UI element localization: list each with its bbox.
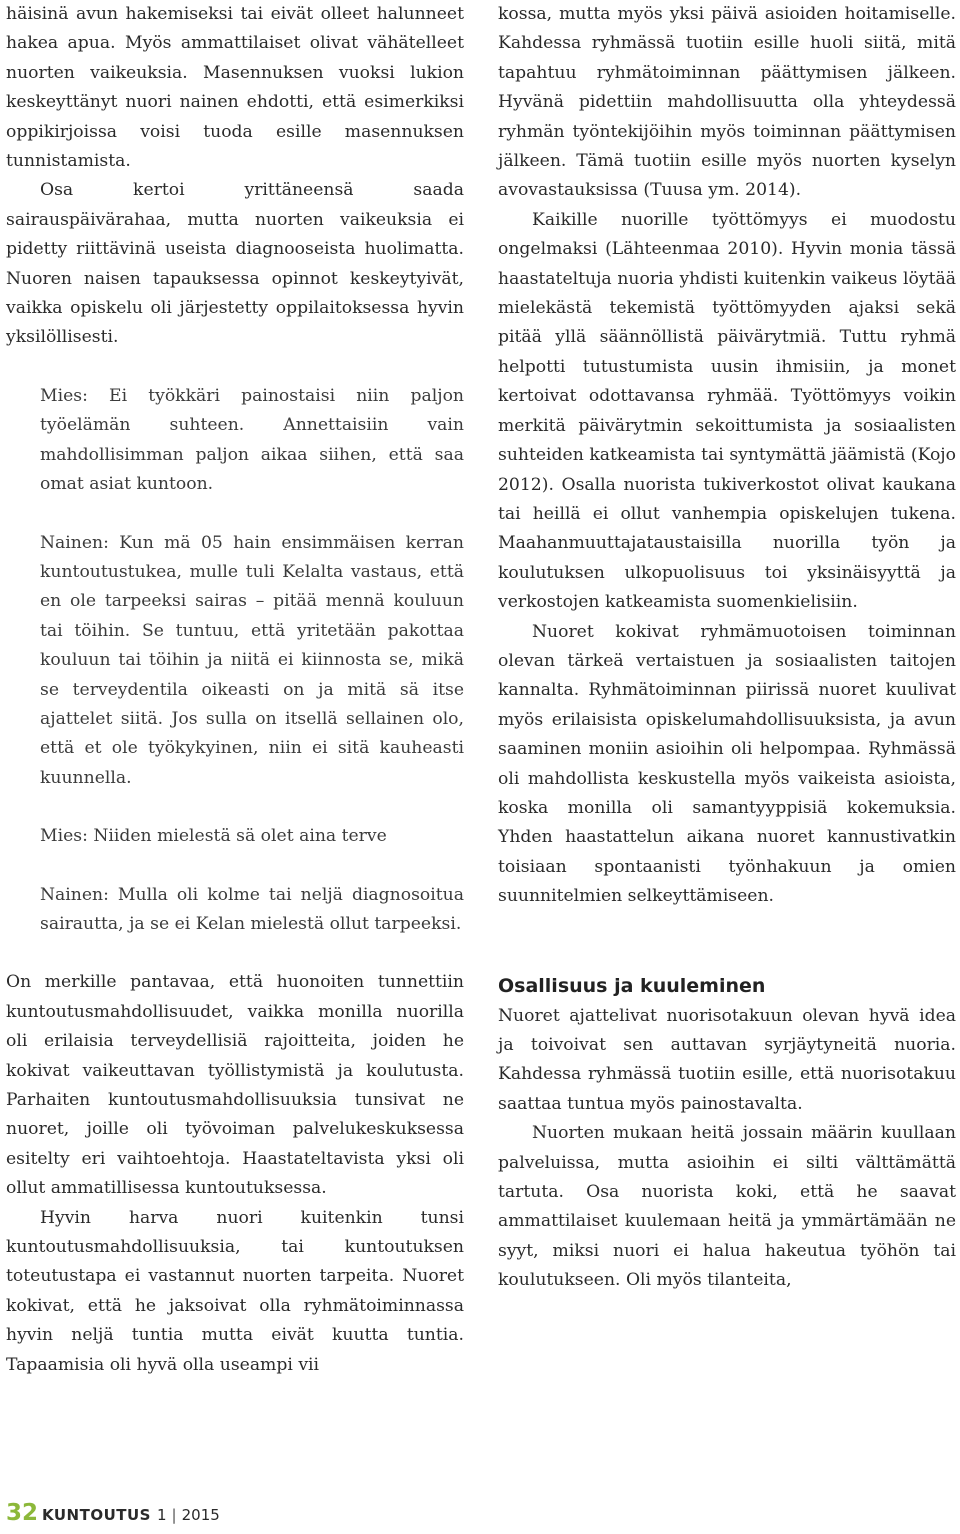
- paragraph: Nuoret ajattelivat nuorisotakuun olevan hyvä idea ja toivoivat sen auttavan syrjäytyneitä nuoria. Kahdessa ryhmässä tuotiin esille, että nuorisotakuu saattaa tuntua myös painostavalta.: [498, 1005, 956, 1114]
- footer-separator: |: [171, 1506, 177, 1524]
- interview-quote: Nainen: Kun mä 05 hain ensimmäisen kerran kuntoutustukea, mulle tuli Kelalta vastaus, että en ole tarpeeksi sairas – pitää mennä kouluun tai töihin. Se tuntuu, että yritetään pakottaa kouluun tai töihin ja niitä ei kiinnosta se, mikä se terveydentila oikeasti on ja mitä sä itse ajattelet siitä. Jos sulla on itsellä sellainen olo, että et ole työkykyinen, niin ei sitä kauheasti kuunnella.: [40, 532, 464, 788]
- interview-quote: Nainen: Mulla oli kolme tai neljä diagnosoitua sairautta, ja se ei Kelan mielestä ollut tarpeeksi.: [40, 884, 464, 934]
- paragraph: Kaikille nuorille työttömyys ei muodostu ongelmaksi (Lähteenmaa 2010). Hyvin monia tässä haastateltuja nuoria yhdisti kuitenkin vaikeus löytää mielekästä tekemistä työttömyyden ajaksi sekä pitää yllä säännöllistä päivärytmiä. Tuttu ryhmä helpotti tutustumista uusin ihmisiin, ja monet kertoivat odottavansa ryhmää. Työttömyys voikin merkitä päivärytmin sekoittumista ja sosiaalisten suhteiden katkeamista tai syntymättä jäämistä (Kojo 2012). Osalla nuorista tukiverkostot olivat kaukana tai heillä ei ollut vanhempia opiskelujen tukena. Maahanmuuttajataustaisilla nuorilla työn ja koulutuksen ulkopuolisuus toi yksinäisyyttä ja verkostojen katkeamista suomenkielisiin.: [498, 209, 956, 613]
- paragraph: Nuoret kokivat ryhmämuotoisen toiminnan olevan tärkeä vertaistuen ja sosiaalisten taitojen kannalta. Ryhmätoiminnan piirissä nuoret kuulivat myös erilaisista opiskelumahdollisuuksista, ja avun saaminen moniin asioihin oli helpompaa. Ryhmässä oli mahdollista keskustella myös vaikeista asioista, koska monilla oli samantyyppisiä kokemuksia. Yhden haastattelun aikana nuoret kannustivatkin toisiaan spontaanisti työnhakuun ja omien suunnitelmien selkeyttämiseen.: [498, 621, 956, 907]
- section-heading: Osallisuus ja kuuleminen: [498, 974, 766, 997]
- interview-quote: Mies: Niiden mielestä sä olet aina terve: [40, 826, 387, 847]
- left-column: [6, 0, 464, 1380]
- page-number: 32: [6, 1500, 39, 1526]
- paragraph: Osa kertoi yrittäneensä saada sairauspäivärahaa, mutta nuorten vaikeuksia ei pidetty riittävinä useista diagnooseista huolimatta. Nuoren naisen tapauksessa opinnot keskeytyivät, vaikka opiskelu oli järjestetty oppilaitoksessa hyvin yksilöllisesti.: [6, 180, 464, 348]
- paragraph: Nuorten mukaan heitä jossain määrin kuullaan palveluissa, mutta asioihin ei silti välttämättä tartuta. Osa nuorista koki, että he saavat ammattilaiset kuulemaan heitä ja ymmärtämään ne syyt, miksi nuori ei halua hakeutua työhön tai koulutukseen. Oli myös tilanteita,: [498, 1123, 956, 1291]
- magazine-name: KUNTOUTUS: [42, 1506, 151, 1524]
- issue-year: 2015: [181, 1506, 220, 1524]
- paragraph: kossa, mutta myös yksi päivä asioiden hoitamiselle. Kahdessa ryhmässä tuotiin esille huoli siitä, mitä tapahtuu ryhmätoiminnan päättymisen jälkeen. Hyvänä pidettiin mahdollisuutta olla yhteydessä ryhmän työntekijöihin myös toiminnan päättymisen jälkeen. Tämä tuotiin esille myös nuorten kyselyn avovastauksissa (Tuusa ym. 2014).: [498, 4, 956, 201]
- page-footer: [6, 1500, 220, 1534]
- right-column: [498, 0, 956, 1296]
- paragraph: On merkille pantavaa, että huonoiten tunnettiin kuntoutusmahdollisuudet, vaikka monilla nuorilla oli erilaisia terveydellisiä rajoitteita, joiden he kokivat vaikeuttavan työllistymistä ja koulutusta. Parhaiten kuntoutusmahdollisuuksia tunsivat ne nuoret, joille oli työvoiman palvelukeskuksessa esitelty eri vaihtoehtoja. Haastateltavista yksi oli ollut ammatillisessa kuntoutuksessa.: [6, 972, 464, 1199]
- interview-quote: Mies: Ei työkkäri painostaisi niin paljon työelämän suhteen. Annettaisiin vain mahdollisimman paljon aikaa siihen, että saa omat asiat kuntoon.: [40, 385, 464, 495]
- paragraph: häisinä avun hakemiseksi tai eivät olleet halunneet hakea apua. Myös ammattilaiset olivat vähätelleet nuorten vaikeuksia. Masennuksen vuoksi lukion keskeyttänyt nuori nainen ehdotti, että esimerkiksi oppikirjoissa voisi tuoda esille masennuksen tunnistamista.: [6, 4, 464, 172]
- issue-number: 1: [157, 1506, 167, 1524]
- paragraph: Hyvin harva nuori kuitenkin tunsi kuntoutusmahdollisuuksia, tai kuntoutuksen toteutustapa ei vastannut nuorten tarpeita. Nuoret kokivat, että he jaksoivat olla ryhmätoiminnassa hyvin neljä tuntia mutta eivät kuutta tuntia. Tapaamisia oli hyvä olla useampi vii: [6, 1207, 464, 1375]
